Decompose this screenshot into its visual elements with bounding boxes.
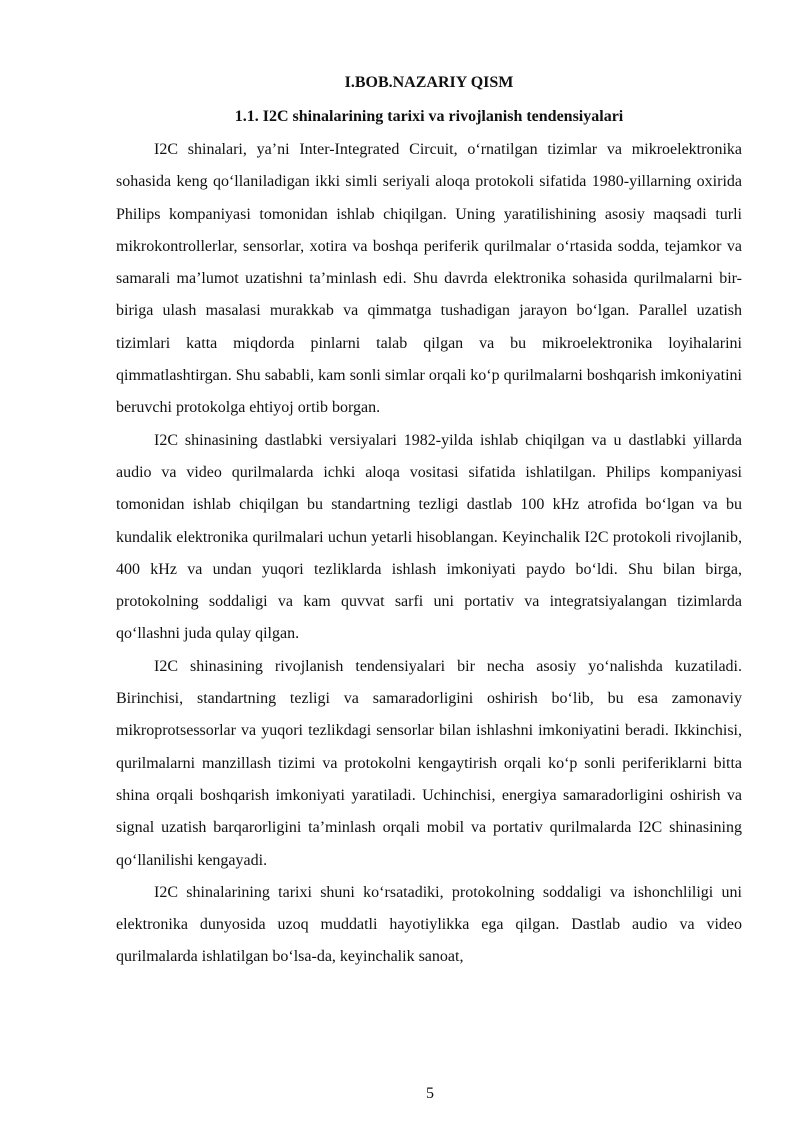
page-content <box>116 66 742 974</box>
paragraph-history-intro: I2C shinalari, ya’ni Inter-Integrated Circuit, o‘rnatilgan tizimlar va mikroelektronika sohasida keng qo‘llaniladigan ikki simli seriyali aloqa protokoli sifatida 1980-yillarning oxirida Philips kompaniyasi tomonidan ishlab chiqilgan. Uning yaratilishining asosiy maqsadi turli mikrokontrollerlar, sensorlar, xotira va boshqa periferik qurilmalar o‘rtasida sodda, tejamkor va samarali ma’lumot uzatishni ta’minlash edi. Shu davrda elektronika sohasida qurilmalarni bir-biriga ulash masalasi murakkab va qimmatga tushadigan jarayon bo‘lgan. Parallel uzatish tizimlari katta miqdorda pinlarni talab qilgan va bu mikroelektronika loyihalarini qimmatlashtirgan. Shu sababli, kam sonli simlar orqali ko‘p qurilmalarni boshqarish imkoniyatini beruvchi protokolga ehtiyoj ortib borgan. <box>116 141 742 417</box>
paragraph-history-summary: I2C shinalarining tarixi shuni ko‘rsatadiki, protokolning soddaligi va ishonchliligi uni elektronika dunyosida uzoq muddatli hayotiylikka ega qilgan. Dastlab audio va video qurilmalarda ishlatilgan bo‘lsa-da, keyinchalik sanoat, <box>116 883 742 966</box>
paragraph-early-versions: I2C shinasining dastlabki versiyalari 1982-yilda ishlab chiqilgan va u dastlabki yillarda audio va video qurilmalarda ichki aloqa vositasi sifatida ishlatilgan. Philips kompaniyasi tomonidan ishlab chiqilgan bu standartning tezligi dastlab 100 kHz atrofida bo‘lgan va bu kundalik elektronika qurilmalari uchun yetarli hisoblangan. Keyinchalik I2C protokoli rivojlanib, 400 kHz va undan yuqori tezliklarda ishlash imkoniyati paydo bo‘ldi. Shu bilan birga, protokolning soddaligi va kam quvvat sarfi uni portativ va integratsiyalangan tizimlarda qo‘llashni juda qulay qilgan. <box>116 431 742 643</box>
section-title: 1.1. I2C shinalarining tarixi va rivojlanish tendensiyalari <box>234 108 624 125</box>
chapter-title: I.BOB.NAZARIY QISM <box>344 74 514 91</box>
page-number: 5 <box>426 1085 434 1102</box>
paragraph-development-trends: I2C shinasining rivojlanish tendensiyalari bir necha asosiy yo‘nalishda kuzatiladi. Birinchisi, standartning tezligi va samaradorligini oshirish bo‘lib, bu esa zamonaviy mikroprotsessorlar va yuqori tezlikdagi sensorlar bilan ishlashni imkoniyatini beradi. Ikkinchisi, qurilmalarni manzillash tizimi va protokolni kengaytirish orqali ko‘p sonli periferiklarni bitta shina orqali boshqarish imkoniyati yaratiladi. Uchinchisi, energiya samaradorligini oshirish va signal uzatish barqarorligini ta’minlash orqali mobil va portativ qurilmalarda I2C shinasining qo‘llanilishi kengayadi. <box>116 657 742 869</box>
